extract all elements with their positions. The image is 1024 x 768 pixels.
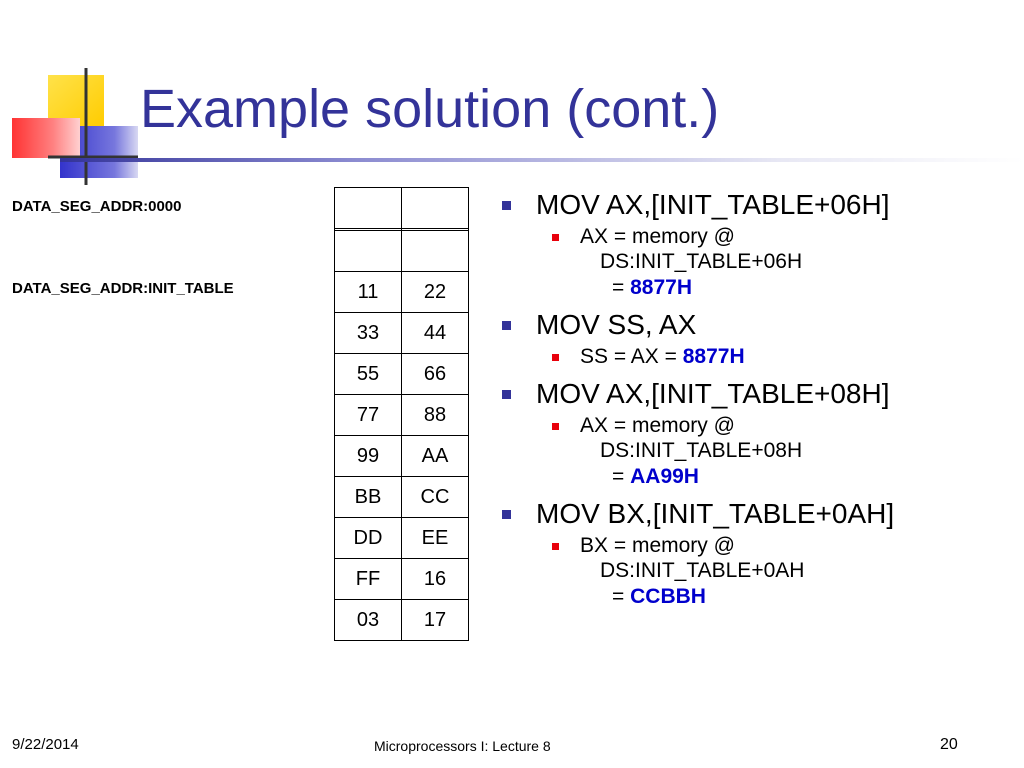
result-value: AA99H (630, 465, 699, 488)
result-prefix: = (612, 585, 625, 608)
memory-cell: AA (402, 436, 469, 477)
memory-cell (335, 231, 402, 272)
instruction-result (498, 274, 1018, 302)
square-bullet-icon (552, 543, 559, 550)
instruction-item (498, 377, 1018, 411)
square-bullet-icon (502, 321, 511, 330)
memory-row (335, 436, 469, 477)
instruction-text: MOV SS, AX (536, 309, 697, 340)
square-bullet-icon (502, 201, 511, 210)
instruction-detail (498, 533, 1018, 583)
result-prefix: = (612, 276, 625, 299)
memory-cell: 44 (402, 313, 469, 354)
instruction-detail (498, 344, 1018, 369)
detail-text: BX = memory @ (580, 534, 735, 557)
memory-cell: 22 (402, 272, 469, 313)
memory-cell: 77 (335, 395, 402, 436)
instruction-item (498, 188, 1018, 222)
memory-cell: 55 (335, 354, 402, 395)
memory-row (335, 477, 469, 518)
memory-cell: 99 (335, 436, 402, 477)
square-bullet-icon (552, 234, 559, 241)
memory-cell: 03 (335, 600, 402, 641)
data-seg-init-table-label: DATA_SEG_ADDR:INIT_TABLE (12, 280, 234, 297)
memory-row (335, 395, 469, 436)
result-value: 8877H (682, 345, 745, 368)
memory-cell: 11 (335, 272, 402, 313)
memory-row (335, 188, 469, 229)
memory-row (335, 313, 469, 354)
detail-continuation: DS:INIT_TABLE+08H (600, 439, 803, 462)
square-bullet-icon (552, 354, 559, 361)
detail-text: SS = AX = (580, 345, 677, 368)
square-bullet-icon (502, 390, 511, 399)
memory-cell: 33 (335, 313, 402, 354)
memory-cell: BB (335, 477, 402, 518)
instruction-result (498, 463, 1018, 491)
memory-row (335, 272, 469, 313)
memory-cell (402, 231, 469, 272)
memory-cell: CC (402, 477, 469, 518)
instruction-text: MOV AX,[INIT_TABLE+08H] (536, 378, 890, 409)
memory-row (335, 231, 469, 272)
slide-title: Example solution (cont.) (140, 79, 720, 139)
instruction-item (498, 308, 1018, 342)
memory-cell: EE (402, 518, 469, 559)
detail-text: AX = memory @ (580, 225, 735, 248)
memory-row (335, 518, 469, 559)
square-bullet-icon (552, 423, 559, 430)
instruction-list (498, 188, 1018, 617)
result-prefix: = (612, 465, 625, 488)
result-value: 8877H (630, 276, 692, 299)
memory-row (335, 600, 469, 641)
instruction-detail (498, 224, 1018, 274)
detail-continuation: DS:INIT_TABLE+06H (600, 250, 803, 273)
memory-cell: 16 (402, 559, 469, 600)
memory-cell: 66 (402, 354, 469, 395)
detail-continuation: DS:INIT_TABLE+0AH (600, 559, 805, 582)
result-value: CCBBH (630, 585, 706, 608)
instruction-detail (498, 413, 1018, 463)
square-bullet-icon (502, 510, 511, 519)
instruction-text: MOV AX,[INIT_TABLE+06H] (536, 189, 890, 220)
memory-cell: 88 (402, 395, 469, 436)
page-number: 20 (940, 736, 958, 753)
memory-row (335, 559, 469, 600)
title-divider (60, 158, 1024, 162)
detail-text: AX = memory @ (580, 414, 735, 437)
memory-cell (335, 188, 402, 229)
footer-course: Microprocessors I: Lecture 8 (374, 738, 551, 754)
data-seg-origin-label: DATA_SEG_ADDR:0000 (12, 198, 182, 215)
instruction-item (498, 497, 1018, 531)
memory-cell: FF (335, 559, 402, 600)
footer-date: 9/22/2014 (12, 736, 79, 753)
memory-cell (402, 188, 469, 229)
memory-cell: 17 (402, 600, 469, 641)
memory-cell: DD (335, 518, 402, 559)
memory-row (335, 354, 469, 395)
memory-table (334, 187, 469, 641)
instruction-text: MOV BX,[INIT_TABLE+0AH] (536, 498, 895, 529)
instruction-result (498, 583, 1018, 611)
